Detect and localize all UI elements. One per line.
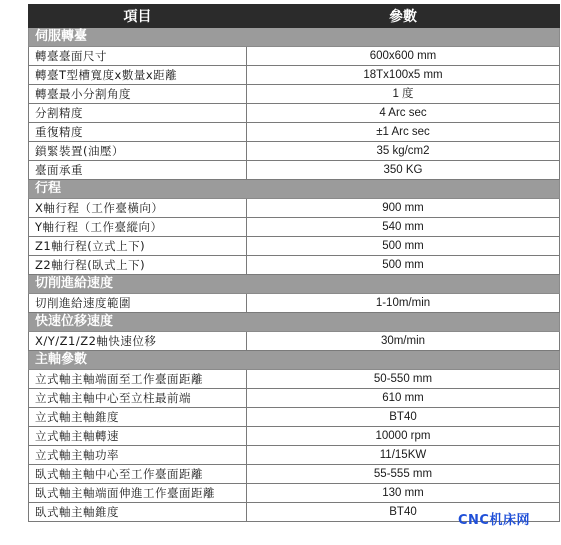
item-value: 600x600 mm xyxy=(247,47,560,66)
section-title: 切削進給速度 xyxy=(29,275,560,294)
table-row xyxy=(29,427,560,446)
item-value: 610 mm xyxy=(247,389,560,408)
item-value: 35 kg/cm2 xyxy=(247,142,560,161)
table-row xyxy=(29,389,560,408)
section-header-row xyxy=(29,351,560,370)
table-row xyxy=(29,218,560,237)
item-value: 10000 rpm xyxy=(247,427,560,446)
table-row xyxy=(29,123,560,142)
section-header-row xyxy=(29,28,560,47)
table-row xyxy=(29,408,560,427)
item-value: 130 mm xyxy=(247,484,560,503)
spec-sheet xyxy=(28,4,559,522)
section-header-row xyxy=(29,180,560,199)
table-row xyxy=(29,66,560,85)
item-value: BT40 xyxy=(247,408,560,427)
section-title: 主軸參數 xyxy=(29,351,560,370)
table-row xyxy=(29,47,560,66)
table-row xyxy=(29,465,560,484)
table-row xyxy=(29,256,560,275)
section-title: 快速位移速度 xyxy=(29,313,560,332)
item-name: 臥式軸主軸端面伸進工作臺面距離 xyxy=(29,484,247,503)
item-value: 30m/min xyxy=(247,332,560,351)
watermark-logo: CNC机床网 xyxy=(458,513,530,528)
item-name: 立式軸主軸錐度 xyxy=(29,408,247,427)
item-name: X/Y/Z1/Z2軸快速位移 xyxy=(29,332,247,351)
item-name: 立式軸主軸端面至工作臺面距離 xyxy=(29,370,247,389)
item-name: 轉臺最小分割角度 xyxy=(29,85,247,104)
item-name: 立式軸主軸功率 xyxy=(29,446,247,465)
section-title: 伺服轉臺 xyxy=(29,28,560,47)
table-row xyxy=(29,161,560,180)
header-parameter: 參數 xyxy=(247,5,560,28)
table-row xyxy=(29,237,560,256)
item-value: 540 mm xyxy=(247,218,560,237)
item-name: 臥式軸主軸錐度 xyxy=(29,503,247,522)
item-name: 臺面承重 xyxy=(29,161,247,180)
item-name: Z2軸行程(臥式上下) xyxy=(29,256,247,275)
item-value: 1-10m/min xyxy=(247,294,560,313)
item-name: X軸行程（工作臺橫向） xyxy=(29,199,247,218)
item-value: 50-550 mm xyxy=(247,370,560,389)
item-value: 1 度 xyxy=(247,85,560,104)
table-header-row xyxy=(29,5,560,28)
item-name: 重復精度 xyxy=(29,123,247,142)
item-name: 轉臺臺面尺寸 xyxy=(29,47,247,66)
header-item: 項目 xyxy=(29,5,247,28)
spec-body xyxy=(29,28,560,522)
item-value: 500 mm xyxy=(247,237,560,256)
table-row xyxy=(29,142,560,161)
item-value: 4 Arc sec xyxy=(247,104,560,123)
section-title: 行程 xyxy=(29,180,560,199)
item-value: 500 mm xyxy=(247,256,560,275)
item-value: 350 KG xyxy=(247,161,560,180)
item-name: 立式軸主軸轉速 xyxy=(29,427,247,446)
table-row xyxy=(29,370,560,389)
item-name: 立式軸主軸中心至立柱最前端 xyxy=(29,389,247,408)
spec-table xyxy=(28,4,560,522)
item-value: 55-555 mm xyxy=(247,465,560,484)
item-name: 分割精度 xyxy=(29,104,247,123)
item-value: 18Tx100x5 mm xyxy=(247,66,560,85)
table-row xyxy=(29,85,560,104)
item-value: BT40 xyxy=(247,503,560,522)
item-name: Y軸行程（工作臺縱向） xyxy=(29,218,247,237)
table-row xyxy=(29,484,560,503)
item-name: 鎖緊裝置(油壓） xyxy=(29,142,247,161)
table-row xyxy=(29,199,560,218)
item-name: 切削進給速度範圍 xyxy=(29,294,247,313)
table-row xyxy=(29,446,560,465)
item-name: 轉臺T型槽寬度x數量x距離 xyxy=(29,66,247,85)
table-row xyxy=(29,294,560,313)
table-row xyxy=(29,332,560,351)
item-name: 臥式軸主軸中心至工作臺面距離 xyxy=(29,465,247,484)
section-header-row xyxy=(29,275,560,294)
item-name: Z1軸行程(立式上下) xyxy=(29,237,247,256)
item-value: 11/15KW xyxy=(247,446,560,465)
table-row xyxy=(29,104,560,123)
section-header-row xyxy=(29,313,560,332)
item-value: 900 mm xyxy=(247,199,560,218)
item-value: ±1 Arc sec xyxy=(247,123,560,142)
